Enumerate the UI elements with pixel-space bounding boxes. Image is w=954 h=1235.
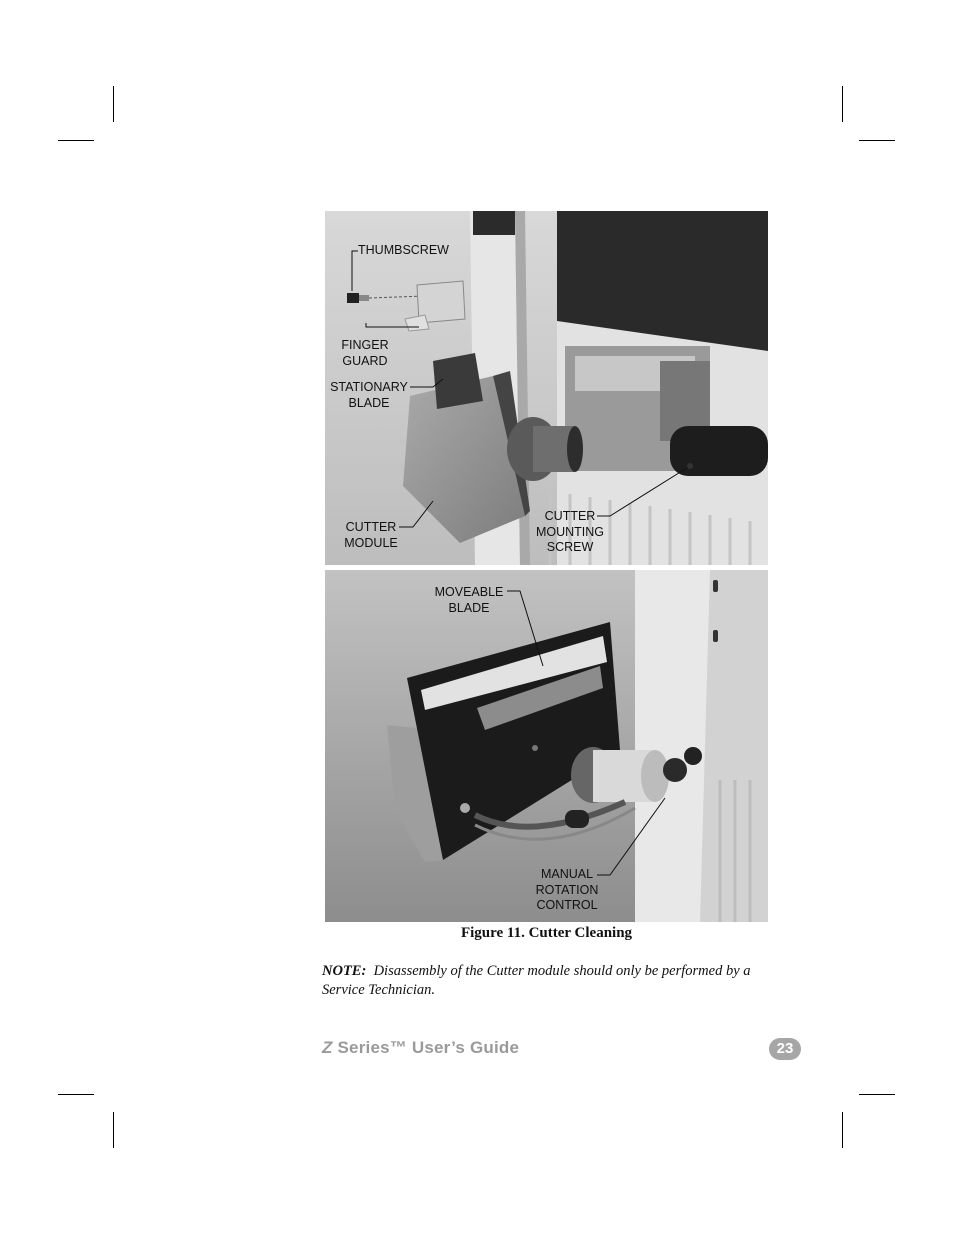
callout-thumbscrew: THUMBSCREW (358, 243, 449, 257)
footer-title-z: Z (322, 1038, 333, 1057)
crop-mark (842, 86, 843, 122)
note-paragraph (322, 962, 780, 1000)
footer-title-rest: Series™ User’s Guide (332, 1038, 520, 1057)
crop-mark (58, 1094, 94, 1095)
note-label: NOTE: (322, 963, 367, 979)
crop-mark (113, 86, 114, 122)
callout-moveable-blade: MOVEABLE BLADE (434, 585, 504, 615)
crop-mark (842, 1112, 843, 1148)
crop-mark (58, 140, 94, 141)
callout-stationary-blade: STATIONARY BLADE (330, 380, 408, 410)
crop-mark (859, 140, 895, 141)
crop-mark (859, 1094, 895, 1095)
figure-caption: Figure 11. Cutter Cleaning (460, 925, 633, 941)
callout-cutter-module: CUTTER MODULE (344, 520, 398, 550)
callout-cutter-mounting-screw: CUTTER MOUNTING SCREW (535, 509, 605, 554)
callout-manual-rotation-control: MANUAL ROTATION CONTROL (535, 867, 599, 912)
page-number-badge: 23 (769, 1038, 801, 1060)
note-text: Disassembly of the Cutter module should only be performed by a Service Technician. (322, 963, 751, 998)
crop-mark (113, 1112, 114, 1148)
footer-title (322, 1038, 519, 1058)
callout-finger-guard: FINGER GUARD (341, 338, 389, 368)
